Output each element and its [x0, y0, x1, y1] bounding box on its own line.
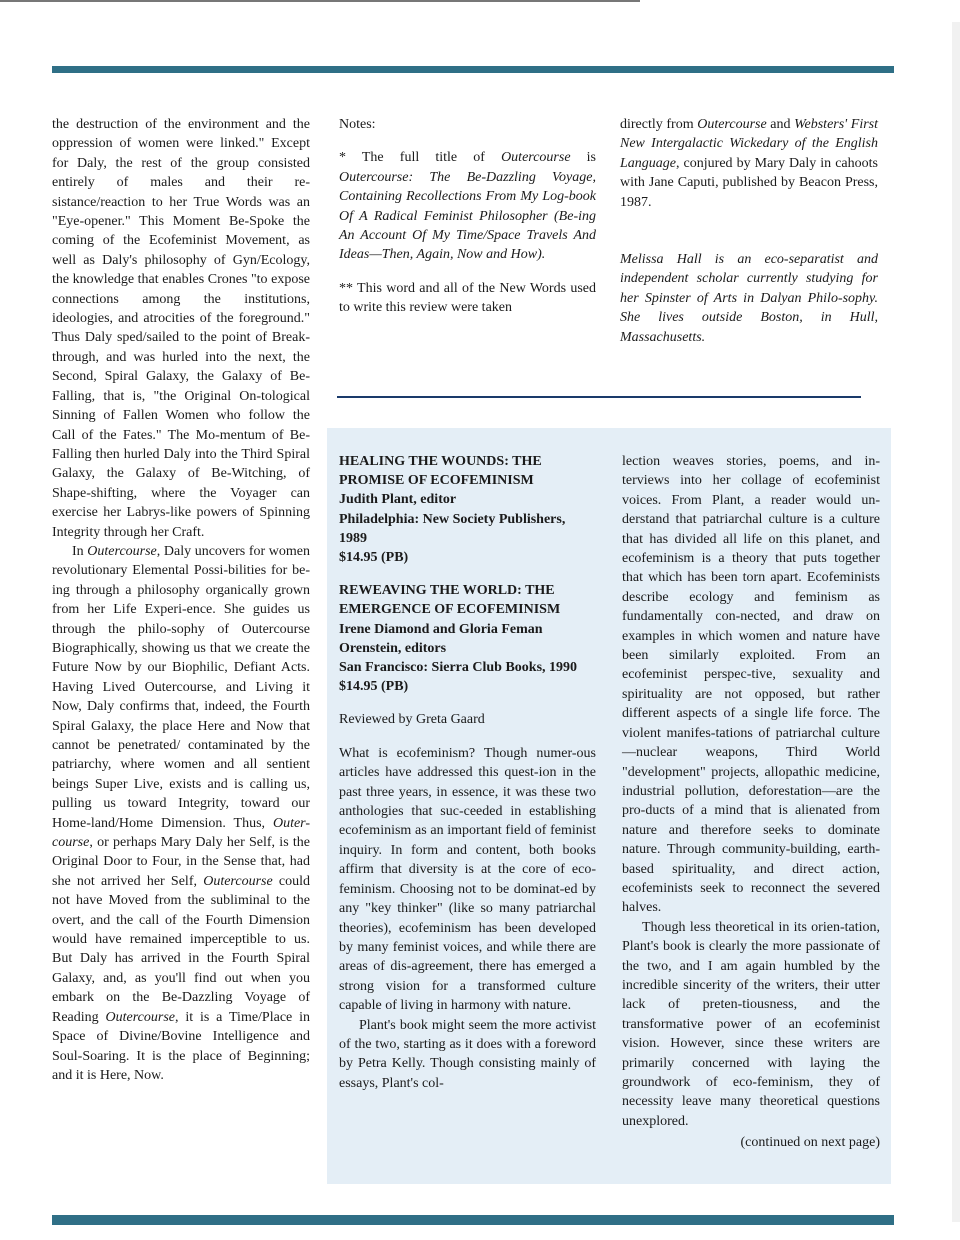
note-1: * The full title of Outercourse is Outercourse: The Be-Dazzling Voyage, Containing Recollections From My Log-book Of A Radical Feminist Philosopher (Be-ing An Account Of My Time/Space Travels And Ideas—Then, Again, Now and How).	[339, 150, 597, 263]
author-bio: Melissa Hall is an eco-separatist and independent scholar currently studying for her Spinster of Arts in Dalyan Philo-sophy. She lives outside Boston, in Hull, Massachusetts.	[620, 252, 878, 345]
review-paragraph: Plant's book might seem the more activist of the two, starting as it does with a foreword by Petra Kelly. Though consisting mainly of essays, Plant's col-	[339, 1017, 596, 1091]
scan-top-edge	[0, 0, 640, 2]
book-2-publisher: San Francisco: Sierra Club Books, 1990	[339, 660, 578, 676]
bottom-color-band	[52, 1215, 894, 1225]
note-2-continued: directly from Outercourse and Websters' First New Intergalactic Wickedary of the English Language, conjured by Mary Daly in cahoots with Jane Caputi, published by Beacon Press, 1987.	[620, 117, 879, 210]
review-paragraph: lection weaves stories, poems, and in-terviews into her collage of ecofeminist voices. From Plant, a reader would un-derstand that patriarchal culture is a culture that has divided all life on this planet, and ecofeminism is a theory that puts together that which has been torn apart. Ecofeminists describe ecology and feminism as fundamentally con-nected, and draw on examples in which women and nature have been similarly exploited. From an ecofeminist perspec-tive, sexuality and spirituality are not opposed, but rather different aspects of a single life force. The violent manifes-tations of patriarchal culture—nuclear weapons, Third World "development" projects, allopathic medicine, industrial pollution, deforestation—are the pro-ducts of a mind that is alienated from nature and therefore seeks to dominate nature. Through community-building, earth-based spirituality, and direct action, ecofeminists seek to reconnect the severed halves.	[622, 454, 880, 916]
book-1-editor: Judith Plant, editor	[339, 492, 457, 508]
column-1	[52, 115, 310, 1085]
reviewer-byline: Reviewed by Greta Gaard	[339, 712, 485, 728]
book-1-title: HEALING THE WOUNDS: THE PROMISE OF ECOFEMINISM	[339, 454, 542, 489]
notes-heading: Notes:	[339, 117, 376, 132]
book-2-title: REWEAVING THE WORLD: THE EMERGENCE OF ECOFEMINISM	[339, 583, 561, 618]
book-2-editor: Irene Diamond and Gloria Feman Orenstein, editors	[339, 621, 543, 656]
section-divider	[337, 396, 861, 398]
review-paragraph: Though less theoretical in its orien-tation, Plant's book is clearly the more passionate of the two, and I am again humbled by the incredible sincerity of the writers, their utter lack of preten-tiousness, and the transformative power of an ecofeminist vision. However, since these writers are primarily concerned with laying the groundwork of eco-feminism, they of necessity leave many theoretical questions unexplored.	[622, 919, 880, 1129]
book-2-price: $14.95 (PB)	[339, 679, 409, 695]
notes-column	[339, 115, 596, 318]
note-2: ** This word and all of the New Words used to write this review were taken	[339, 280, 596, 316]
book-1-publisher: Philadelphia: New Society Publishers, 1989	[339, 511, 566, 546]
book-1-price: $14.95 (PB)	[339, 550, 409, 566]
scan-right-edge	[952, 22, 960, 1222]
body-paragraph: In Outercourse, Daly uncovers for women revolutionary Elemental Possi-bilities for be-ing through a philosophy organically grown from her Life Experi-ence. She guides us through the philo-sophy of Outercourse Biographically, showing us that we create the Future Now by our Biophilic, Defiant Acts. Having Lived Outercourse, and Living it Now, Daly confirms that, indeed, the Fourth Spiral Galaxy, the place Here and Now that cannot be penetrated/ contaminated by the patriarchy, where women and all sentient beings Super Live, exists and is calling us, pulling us toward Integrity, toward our Home-land/Home Dimension. Thus, Outer-course, or perhaps Mary Daly her Self, is the Original Door to Four, in the Sense that, had she not arrived her Self, Outercourse could not have Moved from the subliminal to the overt, and the call of the Fourth Dimension would have remained imperceptible to us. But Daly has arrived in the Fourth Spiral Galaxy, and, as you'll find out when you embark on the Be-Dazzling Voyage of Reading Outercourse, it is a Time/Place in Space of Divine/Bovine Intelligence and Soul-Soaring. It is the place of Beginning; and it is Here, Now.	[52, 543, 311, 1083]
review-column-2	[622, 452, 880, 1153]
continued-note: (continued on next page)	[740, 1135, 880, 1151]
top-color-band	[52, 66, 894, 73]
review-column-1	[339, 452, 596, 1093]
body-paragraph: the destruction of the environment and the oppression of women were linked." Except for Daly, the rest of the group consisted entirely of males and their re-sistance/reaction to her True Words was an "Eye-opener." This Moment Be-Spoke the coming of the Ecofeminist Movement, as well as Daly's philosophy of Gyn/Ecology, the knowledge that enables Crones "to expose connections among the institutions, ideologies, and atrocities of the foreground." Thus Daly sped/sailed to the point of Break-through, and was hurled into the next, the Second, Spiral Galaxy, the Galaxy of Be-Falling, that is, "the Original On-tological Sinning of Fallen Women who follow the Call of the Fates." The Mo-mentum of Be-Falling then hurled Daly into the Third Spiral Galaxy, the Galaxy of Be-Witching, of Shape-shifting, where the Voyager can exercise her Labrys-like powers of Spinning Integrity through her Craft.	[52, 117, 310, 540]
notes-continued-column	[620, 115, 878, 347]
review-paragraph: What is ecofeminism? Though numer-ous articles have addressed this quest-ion in the past three years, in essence, it was these two anthologies that suc-ceeded in establishing ecofeminism as an important field of feminist inquiry. In form and content, both books affirm that diversity is at the core of eco-feminism. Choosing not to be dominat-ed by any "key thinker" (like so many patriarchal theories), ecofeminism has been developed by many feminist voices, and while there are areas of dis-agreement, there has emerged a strong vision for a transformed culture capable of living in harmony with nature.	[339, 745, 596, 1014]
